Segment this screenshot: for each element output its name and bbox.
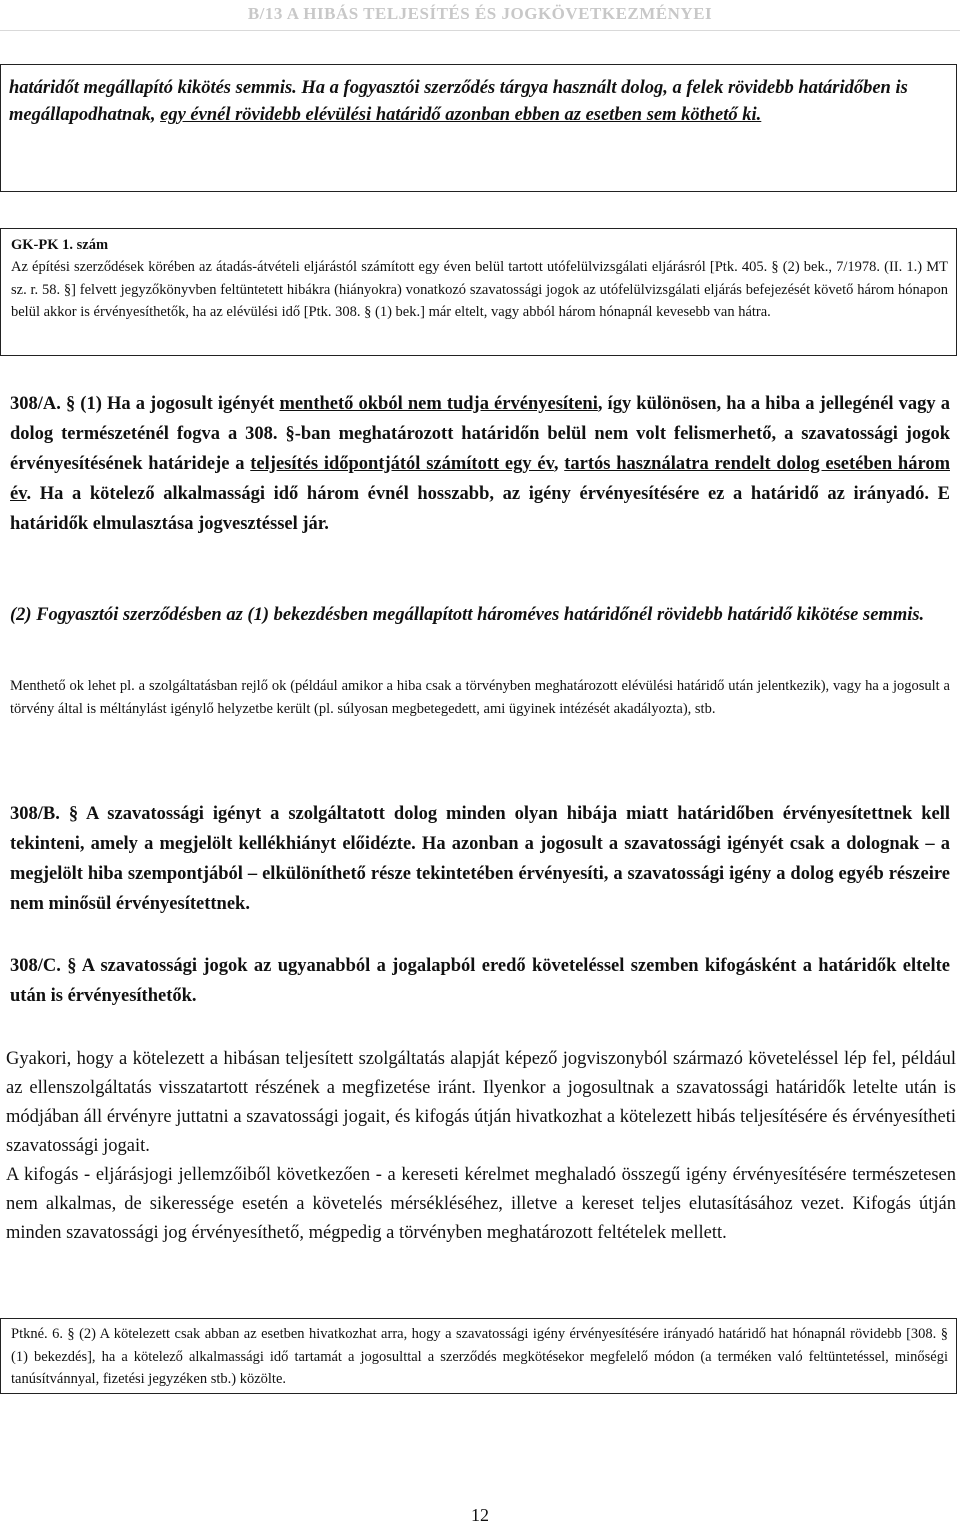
quote-box-ptkne bbox=[0, 1318, 957, 1394]
section-308a-paragraph-1: 308/A. § (1) Ha a jogosult igényét menthető okból nem tudja érvényesíteni, így különösen, ha a hiba a jellegénél vagy a dolog természeténél fogva a 308. §-ban meghatározott határidőn belül nem volt felismerhető, a szavatossági jogok érvényesítésének határideje a teljesítés időpontjától számított egy év, tartós használatra rendelt dolog esetében három év. Ha a kötelező alkalmassági idő három évnél hosszabb, az igény érvényesítésére ez a határidő az irányadó. E határidők elmulasztása jogvesztéssel jár. bbox=[10, 394, 950, 534]
gk-pk-title: GK-PK 1. szám bbox=[11, 237, 109, 253]
page-number: 12 bbox=[471, 1505, 489, 1525]
ptkne-text: Ptkné. 6. § (2) A kötelezett csak abban az esetben hivatkozhat arra, hogy a szavatossági igény érvényesítésére irányadó határidő hat hónapnál rövidebb [308. § (1) bekezdés], ha a kötelező alkalmassági idő tartamát a jogosulttal a szerződés megkötésekor megfelelő módon (a terméken való feltüntetéssel, minőségi tanúsítvánnyal, fizetési jegyzéken stb.) közölte. bbox=[11, 1326, 948, 1387]
body-paragraph-2: A kifogás - eljárásjogi jellemzőiből következően - a kereseti kérelmet meghaladó összegű igény érvényesítésére természetesen nem alkalmas, de sikeressége esetén a követelés mérsékléséhez, illetve a kereset teljes elutasításához vezet. Kifogás útján minden szavatossági jog érvényesíthető, mégpedig a törvényben meghatározott feltételek mellett. bbox=[6, 1165, 956, 1243]
header-title: B/13 A HIBÁS TELJESÍTÉS ÉS JOGKÖVETKEZMÉNYEI bbox=[247, 4, 713, 23]
section-308a-paragraph-2: (2) Fogyasztói szerződésben az (1) bekezdésben megállapított hároméves határidőnél rövidebb határidő kikötése semmis. bbox=[10, 605, 925, 625]
note-mentheto-ok: Menthető ok lehet pl. a szolgáltatásban rejlő ok (például amikor a hiba csak a törvényben meghatározott elévülési határidő után jelentkezik), vagy ha a jogosult a törvény által is méltánylást igénylő helyzetbe került (pl. súlyosan megbetegedett, ami ügyinek intézését akadályozta), stb. bbox=[10, 678, 950, 717]
header-divider bbox=[0, 30, 960, 31]
underlined-phrase: egy évnél rövidebb elévülési határidő azonban ebben az esetben sem köthető ki. bbox=[160, 105, 762, 125]
note-lead: Menthető ok lehet pl. bbox=[10, 678, 135, 694]
body-paragraph-1: Gyakori, hogy a kötelezett a hibásan teljesített szolgáltatás alapját képező jogviszonyból származó követeléssel lép fel, például az ellenszolgáltatás visszatartott részének a megfizetése iránt. Ilyenkor a jogosultnak a szavatossági határidők letelte után is módjában áll érvényre juttatni a szavatossági jogait, és kifogás útján hivatkozhat a kötelezett hibás teljesítésére és érvényesítheti szavatossági jogait. bbox=[6, 1049, 956, 1156]
quote-box-gk-pk bbox=[0, 228, 957, 356]
section-308b: 308/B. § A szavatossági igényt a szolgáltatott dolog minden olyan hibája miatt határidőben érvényesítettnek kell tekinteni, amely a megjelölt kellékhiányt előidézte. Ha azonban a jogosult a szavatossági igényét csak a dolognak – a megjelölt hiba szempontjából – elkülöníthető része tekintetében érvényesíti, a szavatossági igény a dolog egyéb részeire nem minősül érvényesítettnek. bbox=[10, 804, 950, 914]
gk-pk-text: Az építési szerződések körében az átadás-átvételi eljárástól számított egy éven belül tartott utófelülvizsgálati eljárásról [Ptk. 405. § (2) bek., 7/1978. (II. 1.) MT sz. r. 58. §] felvett jegyzőkönyvben feltüntetett hibákra (hiányokra) vonatkozó szavatossági jogok az utófelülvizsgálati eljárás befejezését követő három hónapon belül akkor is érvényesíthetők, ha az elévülési idő [Ptk. 308. § (1) bek.] már eltelt, vagy abból három hónapnál kevesebb van hátra. bbox=[11, 259, 948, 320]
quote-box-text: határidőt megállapító kikötés semmis. Ha a fogyasztói szerződés tárgya használt dolog, a felek rövidebb határidőben is megállapodhatnak, egy évnél rövidebb elévülési határidő azonban ebben az esetben sem köthető ki. bbox=[9, 78, 908, 125]
quote-box-ptk-excerpt bbox=[0, 64, 957, 192]
section-308c: 308/C. § A szavatossági jogok az ugyanabból a jogalapból eredő követeléssel szemben kifogásként a határidők eltelte után is érvényesíthetők. bbox=[10, 956, 950, 1006]
